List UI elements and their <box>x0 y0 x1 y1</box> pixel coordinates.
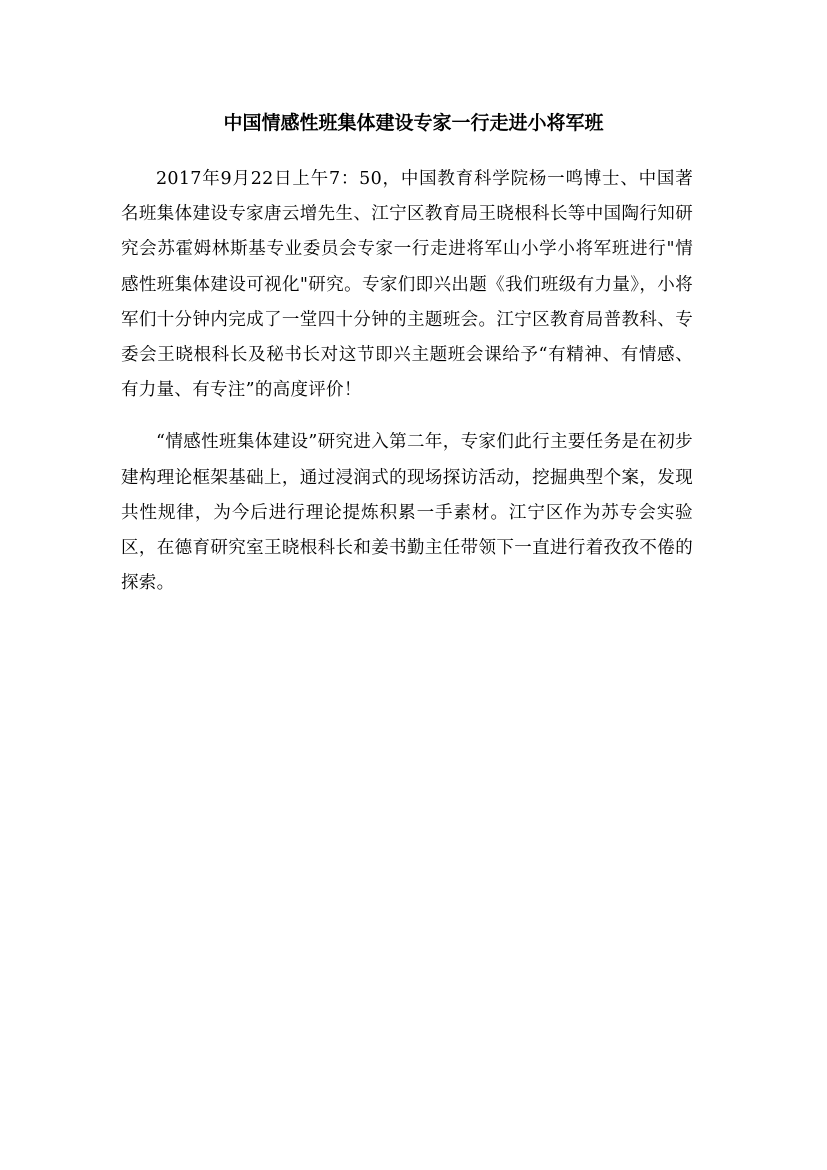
paragraph-1: 2017年9月22日上午7：50，中国教育科学院杨一鸣博士、中国著名班集体建设专家唐云增先生、江宁区教育局王晓根科长等中国陶行知研究会苏霍姆林斯基专业委员会专家一行走进将军山小学小将军班进行"情感性班集体建设可视化"研究。专家们即兴出题《我们班级有力量》，小将军们十分钟内完成了一堂四十分钟的主题班会。江宁区教育局普教科、专委会王晓根科长及秘书长对这节即兴主题班会课给予“有精神、有情感、有力量、有专注”的高度评价！ <box>121 169 693 401</box>
document-title: 中国情感性班集体建设专家一行走进小将军班 <box>223 112 604 134</box>
document-body <box>121 162 693 601</box>
paragraph-2: “情感性班集体建设”研究进入第二年，专家们此行主要任务是在初步建构理论框架基础上，通过浸润式的现场探访活动，挖掘典型个案，发现共性规律，为今后进行理论提炼积累一手素材。江宁区作为苏专会实验区，在德育研究室王晓根科长和姜书勤主任带领下一直进行着孜孜不倦的探索。 <box>121 432 693 594</box>
